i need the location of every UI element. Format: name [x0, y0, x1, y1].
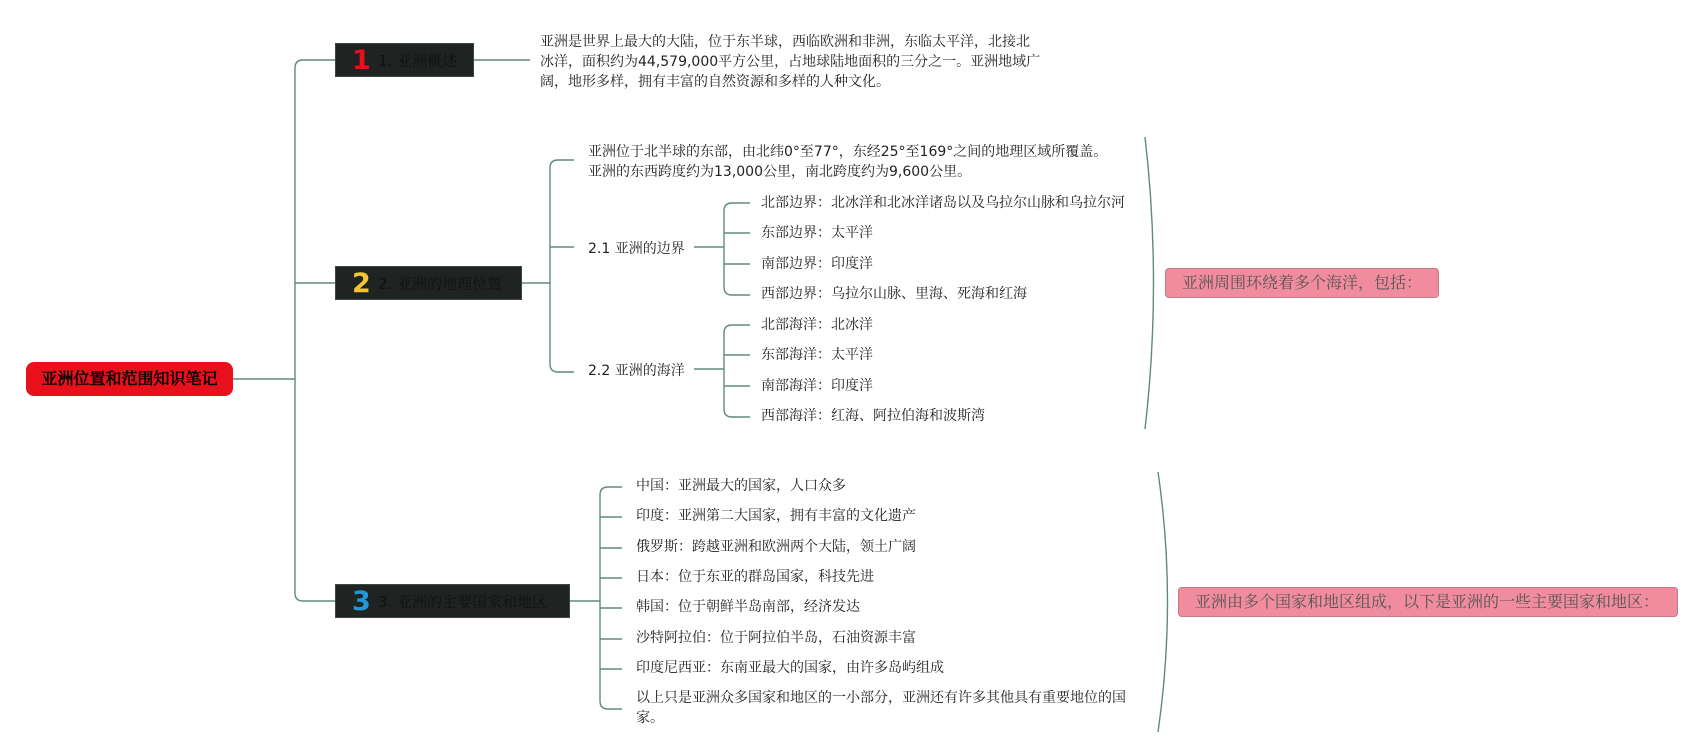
country-item-japan[interactable]: 日本：位于东亚的群岛国家，科技先进: [636, 569, 874, 585]
subsection-oceans-title[interactable]: 2.2 亚洲的海洋: [588, 363, 685, 379]
section-1-node[interactable]: [335, 43, 474, 77]
number-3-icon: 3: [352, 586, 371, 617]
root-node[interactable]: 亚洲位置和范围知识笔记: [26, 362, 233, 396]
country-item-india[interactable]: 印度：亚洲第二大国家，拥有丰富的文化遗产: [636, 508, 916, 524]
country-item-china[interactable]: 中国：亚洲最大的国家，人口众多: [636, 478, 846, 494]
ocean-item[interactable]: 北部海洋：北冰洋: [761, 317, 873, 333]
border-item[interactable]: 东部边界：太平洋: [761, 225, 873, 241]
ocean-item[interactable]: 东部海洋：太平洋: [761, 347, 873, 363]
country-item-indonesia[interactable]: 印度尼西亚：东南亚最大的国家，由许多岛屿组成: [636, 660, 944, 676]
note-line: 以上只是亚洲众多国家和地区的一小部分，亚洲还有许多其他具有重要地位的国: [636, 690, 1126, 706]
border-item[interactable]: 北部边界：北冰洋和北冰洋诸岛以及乌拉尔山脉和乌拉尔河: [761, 195, 1125, 211]
country-item-note[interactable]: [636, 688, 1126, 728]
border-item[interactable]: 西部边界：乌拉尔山脉、里海、死海和红海: [761, 286, 1027, 302]
section-1-title: 1. 亚洲概述: [378, 52, 458, 70]
countries-summary-box[interactable]: 亚洲由多个国家和地区组成，以下是亚洲的一些主要国家和地区：: [1178, 587, 1678, 617]
overview-line: 亚洲是世界上最大的大陆，位于东半球，西临欧洲和非洲，东临太平洋，北接北: [540, 34, 1030, 50]
section-2-title: 2. 亚洲的地理位置: [378, 275, 503, 293]
border-item[interactable]: 南部边界：印度洋: [761, 256, 873, 272]
oceans-summary-box[interactable]: 亚洲周围环绕着多个海洋，包括：: [1165, 268, 1439, 298]
country-item-korea[interactable]: 韩国：位于朝鲜半岛南部，经济发达: [636, 599, 860, 615]
overview-line: 冰洋，面积约为44,579,000平方公里，占地球陆地面积的三分之一。亚洲地域广: [540, 54, 1041, 70]
country-item-russia[interactable]: 俄罗斯：跨越亚洲和欧洲两个大陆，领土广阔: [636, 539, 916, 555]
subsection-borders-title[interactable]: 2.1 亚洲的边界: [588, 241, 685, 257]
number-2-icon: 2: [352, 268, 371, 299]
location-paragraph: [588, 142, 1107, 182]
note-line: 家。: [636, 710, 664, 726]
section-2-node[interactable]: [335, 266, 522, 300]
number-1-icon: 1: [352, 45, 371, 76]
location-line: 亚洲位于北半球的东部，由北纬0°至77°，东经25°至169°之间的地理区域所覆盖。: [588, 144, 1108, 160]
section-3-node[interactable]: [335, 584, 570, 618]
overview-line: 阔，地形多样，拥有丰富的自然资源和多样的人种文化。: [540, 74, 890, 90]
ocean-item[interactable]: 南部海洋：印度洋: [761, 378, 873, 394]
location-line: 亚洲的东西跨度约为13,000公里，南北跨度约为9,600公里。: [588, 164, 972, 180]
ocean-item[interactable]: 西部海洋：红海、阿拉伯海和波斯湾: [761, 408, 985, 424]
overview-paragraph: [540, 32, 1040, 92]
section-3-title: 3. 亚洲的主要国家和地区: [378, 593, 548, 611]
country-item-saudi-arabia[interactable]: 沙特阿拉伯：位于阿拉伯半岛，石油资源丰富: [636, 630, 916, 646]
